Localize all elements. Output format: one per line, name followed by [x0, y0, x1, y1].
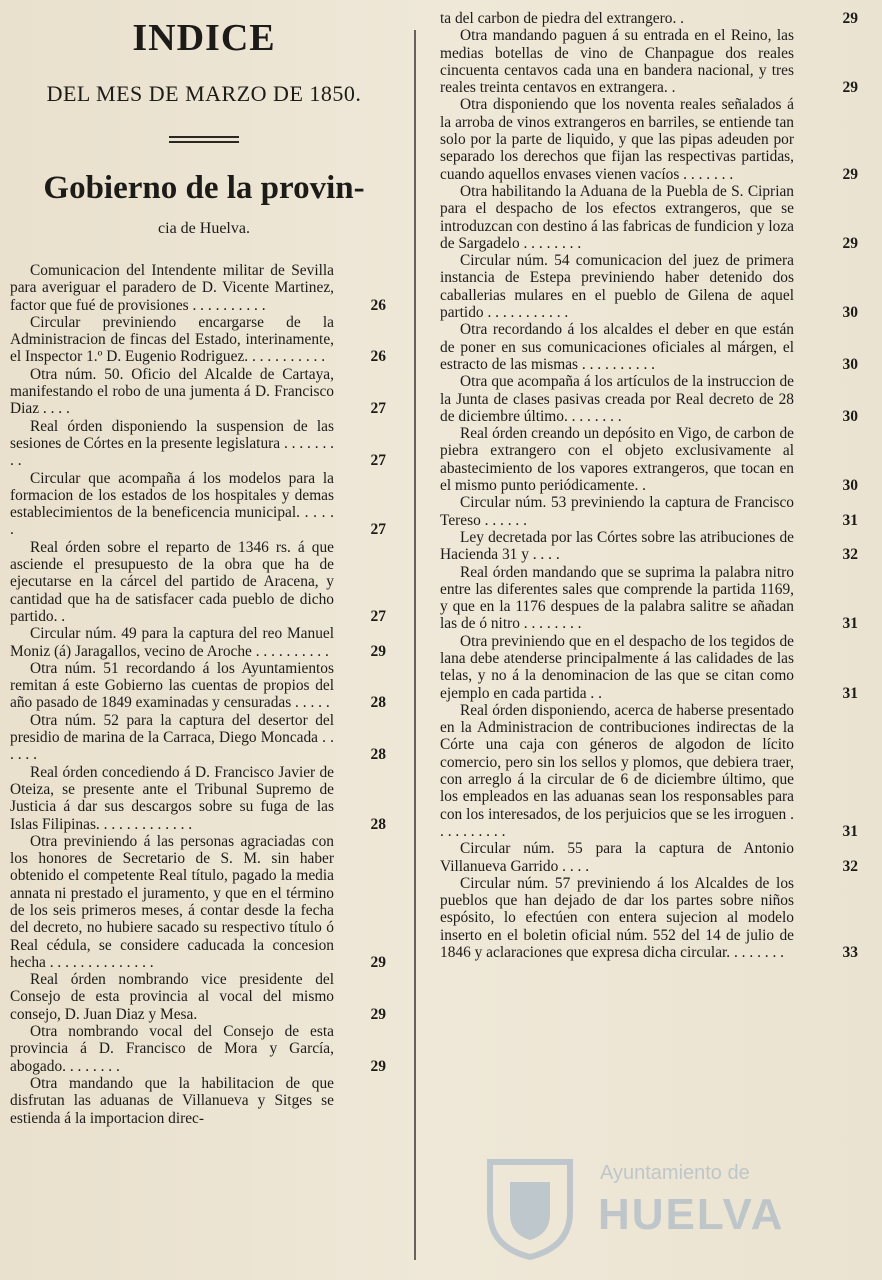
entry-page-number: 29	[370, 1005, 386, 1023]
entry-page-number: 27	[370, 452, 386, 470]
entry-text: Real órden nombrando vice presidente del Consejo de esta provincia al vocal del mismo consejo, D. Juan Diaz y Mesa.	[10, 971, 334, 1023]
entry-text: Circular que acompaña á los modelos para la formacion de los estados de los hospitales y demas establecimientos de la beneficencia municipal. . . . . .	[10, 469, 334, 539]
index-entry	[10, 1023, 398, 1075]
entry-page-number: 30	[842, 355, 858, 373]
index-entry	[440, 252, 872, 321]
index-entry	[440, 183, 872, 252]
entry-page-number: 28	[370, 694, 386, 712]
index-entry	[440, 96, 872, 182]
entry-page-number: 32	[842, 857, 858, 875]
entry-text: Ley decretada por las Córtes sobre las atribuciones de Hacienda 31 y . . . .	[440, 528, 794, 564]
entry-page-number: 29	[842, 234, 858, 252]
entry-text: Circular núm. 54 comunicacion del juez de primera instancia de Estepa previniendo haber detenido dos caballerias mulares en el pueblo de Gilena de aquel partido . . . . . . . . . . .	[440, 252, 794, 322]
index-title: INDICE	[132, 17, 276, 59]
entry-page-number: 27	[370, 607, 386, 625]
entry-page-number: 28	[370, 746, 386, 764]
entry-page-number: 30	[842, 304, 858, 322]
right-entry-list	[440, 10, 872, 961]
entry-text: Real órden sobre el reparto de 1346 rs. á que asciende el presupuesto de la obra que ha de ejecutarse en la cárcel del partido de Aracena, y cantidad que ha de satisfacer cada pueblo de dicho partido. .	[10, 538, 334, 625]
index-entry	[440, 633, 872, 702]
right-column	[440, 10, 872, 961]
entry-page-number: 28	[370, 815, 386, 833]
section-title-continued: cia de Huelva.	[158, 220, 250, 237]
index-entry	[10, 625, 398, 660]
index-entry	[440, 840, 872, 875]
index-entry	[440, 875, 872, 961]
entry-text: Otra disponiendo que los noventa reales señalados á la arroba de vinos extrangeros en barriles, se entiende tan solo por la parte de liquido, y que las pipas adeuden por separado los derechos que fijan las respectivas partidas, cuando aquellos envases vienen vacíos . . . . . . .	[440, 96, 794, 183]
entry-page-number: 32	[842, 546, 858, 564]
index-entry	[440, 702, 872, 840]
section-title: Gobierno de la provin-	[43, 170, 365, 206]
entry-text: Real órden mandando que se suprima la palabra nitro entre las diferentes sales que comprende la partida 1169, y que en la 1176 despues de la palabra salitre se añadan las de ó nitro . . . . . . . .	[440, 563, 794, 633]
entry-text: Real órden disponiendo, acerca de haberse presentado en la Administracion de contribuciones indirectas de la Córte una caja con géneros de algodon de lícito comercio, pero sin los sellos y plomos, que debiera traer, con arreglo á la circular de 6 de diciembre último, que los empleados en las aduanas sean los responsables para con los interesados, de los perjuicios que se les irroguen . . . . . . . . . .	[440, 701, 794, 840]
index-entry	[440, 321, 872, 373]
entry-text: Otra mandando paguen á su entrada en el Reino, las medias botellas de vino de Chanpague dos reales cincuenta centavos cada una en bandera nacional, y tres reales treinta centavos en extrangera. .	[440, 27, 794, 97]
index-entry	[10, 833, 398, 971]
index-entry	[10, 1075, 398, 1127]
entry-text: Otra nombrando vocal del Consejo de esta provincia á D. Francisco de Mora y García, abogado. . . . . . . .	[10, 1023, 334, 1075]
entry-text: Otra previniendo á las personas agraciadas con los honores de Secretario de S. M. sin haber obtenido el competente Real título, pagado la media annata ni prestado el juramento, y que en el término de los seis primeros meses, á contar desde la fecha del decreto, no hubiere sacado su respectivo título ó Real cédula, se considere caducada la concesion hecha . . . . . . . . . . . . . .	[10, 832, 334, 971]
entry-text: Circular núm. 55 para la captura de Antonio Villanueva Garrido . . . .	[440, 840, 794, 875]
left-column	[10, 10, 398, 1127]
index-entry	[440, 425, 872, 494]
coat-of-arms-icon	[480, 1152, 580, 1262]
index-entry	[10, 764, 398, 833]
entry-page-number: 29	[370, 953, 386, 971]
entry-page-number: 30	[842, 477, 858, 495]
index-subtitle: DEL MES DE MARZO DE 1850.	[46, 81, 362, 106]
entry-text: Comunicacion del Intendente militar de Sevilla para averiguar el paradero de D. Vicente Martinez, factor que fué de provisiones . . . . . . . . . .	[10, 262, 334, 314]
watermark-line2: HUELVA	[598, 1190, 785, 1239]
entry-text: Otra habilitando la Aduana de la Puebla de S. Ciprian para el despacho de los efectos extrangeros, que se introduzcan con destino á las fabricas de fundicion y loza de Sargadelo . . . . . . . .	[440, 182, 794, 252]
entry-page-number: 29	[842, 79, 858, 97]
entry-page-number: 29	[370, 642, 386, 660]
index-entry	[440, 27, 872, 96]
entry-page-number: 29	[842, 10, 858, 27]
index-entry	[440, 564, 872, 633]
left-entry-list	[10, 262, 398, 1127]
entry-page-number: 29	[842, 165, 858, 183]
entry-page-number: 26	[370, 348, 386, 366]
entry-page-number: 30	[842, 407, 858, 425]
entry-text: ta del carbon de piedra del extrangero. .	[440, 10, 684, 27]
ornament-divider	[169, 136, 239, 144]
index-entry	[10, 418, 398, 470]
entry-text: Otra núm. 50. Oficio del Alcalde de Cartaya, manifestando el robo de una jumenta á D. Francisco Diaz . . . .	[10, 365, 334, 418]
index-entry	[10, 971, 398, 1023]
index-entry	[10, 262, 398, 314]
entry-text: Circular núm. 53 previniendo la captura de Francisco Tereso . . . . . .	[440, 494, 794, 529]
index-entry	[440, 494, 872, 529]
entry-page-number: 26	[370, 296, 386, 314]
entry-page-number: 27	[370, 521, 386, 539]
entry-page-number: 31	[842, 684, 858, 702]
entry-page-number: 27	[370, 400, 386, 418]
entry-page-number: 31	[842, 511, 858, 529]
column-divider	[414, 30, 416, 1260]
entry-text: Circular previniendo encargarse de la Administracion de fincas del Estado, interinamente, el Inspector 1.º D. Eugenio Rodriguez. . . . . . . . . . .	[10, 313, 334, 366]
index-entry	[10, 712, 398, 764]
index-entry	[10, 539, 398, 625]
index-entry	[440, 373, 872, 425]
entry-text: Otra mandando que la habilitacion de que disfrutan las aduanas de Villanueva y Sitges se estienda á la importacion direc-	[10, 1074, 334, 1127]
entry-page-number: 31	[842, 615, 858, 633]
entry-text: Real órden concediendo á D. Francisco Javier de Oteiza, se presente ante el Tribunal Supremo de Justicia á dar sus descargos sobre su fuga de las Islas Filipinas. . . . . . . . . . . . .	[10, 763, 334, 833]
entry-page-number: 31	[842, 822, 858, 840]
entry-page-number: 29	[370, 1057, 386, 1075]
index-entry	[440, 10, 872, 27]
entry-text: Otra núm. 51 recordando á los Ayuntamientos remitan á este Gobierno las cuentas de propios del año pasado de 1849 examinadas y censuradas . . . . .	[10, 659, 334, 712]
entry-text: Otra que acompaña á los artículos de la instruccion de la Junta de clases pasivas creada por Real decreto de 28 de diciembre último. . . . . . . .	[440, 373, 794, 425]
index-entry	[440, 529, 872, 564]
entry-text: Otra recordando á los alcaldes el deber en que están de poner en sus comunicaciones oficiales al márgen, el estracto de las mismas . . . . . . . . . .	[440, 321, 794, 373]
index-entry	[10, 470, 398, 539]
index-entry	[10, 366, 398, 418]
watermark-line1: Ayuntamiento de	[600, 1162, 750, 1184]
watermark	[480, 1152, 810, 1262]
entry-text: Real órden creando un depósito en Vigo, de carbon de piebra extrangero con el objeto exclusivamente al abastecimiento de los vapores extrangeros, que tocan en el mismo punto periódicamente. .	[440, 425, 794, 495]
entry-text: Otra núm. 52 para la captura del desertor del presidio de marina de la Carraca, Diego Moncada . . . . . .	[10, 711, 334, 764]
entry-text: Circular núm. 57 previniendo á los Alcaldes de los pueblos que han dejado de dar los partes sobre niños espósito, lo efectúen con entera sujecion al modelo inserto en el boletin oficial núm. 552 del 14 de julio de 1846 y aclaraciones que expresa dicha circular. . . . . . . .	[440, 874, 794, 962]
entry-text: Real órden disponiendo la suspension de las sesiones de Córtes en la presente legislatura . . . . . . . . .	[10, 417, 334, 470]
entry-text: Circular núm. 49 para la captura del reo Manuel Moniz (á) Jaragallos, vecino de Aroche . . . . . . . . . .	[10, 625, 334, 660]
index-entry	[10, 660, 398, 712]
entry-page-number: 33	[842, 944, 858, 962]
entry-text: Otra previniendo que en el despacho de los tegidos de lana debe atenderse principalmente á las calidades de las telas, y no á la denominacion de las que se citan como ejemplo en cada partida . .	[440, 632, 794, 702]
index-entry	[10, 314, 398, 366]
